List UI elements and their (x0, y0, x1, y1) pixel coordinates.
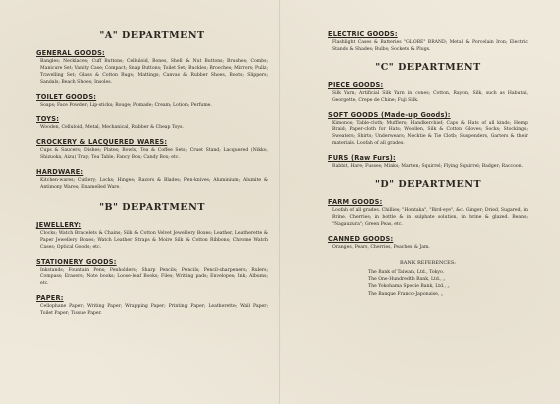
section-heading: HARDWARE: (36, 168, 84, 177)
goods-section (328, 81, 528, 105)
section-heading: PIECE GOODS: (328, 80, 384, 89)
goods-section (36, 294, 268, 318)
goods-section (36, 115, 268, 132)
goods-section (36, 138, 268, 162)
section-body: Cellophane Paper; Writing Paper; Wrapping Paper; Printing Paper; Leatherette; Wall Paper; Toilet Paper; Tissue Paper. (40, 304, 268, 317)
bank-line: The Yokohama Specie Bank, Ltd., „ (368, 284, 450, 290)
goods-section (328, 111, 528, 149)
section-heading: JEWELLERY: (36, 220, 82, 229)
bank-references-title: BANK REFERENCES: (400, 259, 456, 266)
section-heading: ELECTRIC GOODS: (328, 30, 398, 38)
section-body: Wooden, Celluloid, Metal, Mechanical, Rubber & Cheap Toys. (40, 125, 184, 131)
section-body: Kimonos; Table-cloth; Mufflers; Handkerchief; Caps & Hats of all kinds; Hemp Braid; Paper-cloth for Hats; Woollen, Silk & Cotton Gloves; Socks; Stockings; Sweaters; Shirts; Underwears; Necktie & Tie Clotb; Suspenders, Garters & their materials. Loofah of all grades. (332, 120, 528, 147)
section-body: Inkstands; Fountain Pens; Penholders; Sharp Pencils; Pencils; Pencil-sharpeners; Rulers; Compass; Erasers; Note books; Loose-leaf Books; Files; Writing pads; Envelopes; Ink; Albums; etc. (40, 267, 268, 287)
section-body: Silk Yarn; Artificial Silk Yarn in cones; Cotton, Rayon, Silk, such as Habutai, Georgette, Crepe de Chine; Fuji Silk. (332, 90, 528, 103)
section-heading: TOILET GOODS: (36, 92, 97, 101)
goods-section (36, 221, 268, 252)
section-heading: PAPER: (36, 294, 64, 303)
right-column (328, 30, 528, 298)
bank-line: The Bank of Taiwan, Ltd., Tokyo. (368, 269, 445, 275)
section-heading: FARM GOODS: (328, 198, 383, 207)
goods-section (328, 30, 528, 54)
section-body: Flashlight Cases & Batteries "GLOBE" BRAND; Metal & Porcelain Iron; Electric Stands & Shades; Bulbs; Sockets & Plugs. (332, 40, 528, 52)
dept-b-title: "B" DEPARTMENT (99, 201, 205, 213)
dept-c-title: "C" DEPARTMENT (375, 61, 481, 73)
goods-section (36, 49, 268, 87)
section-heading: GENERAL GOODS: (36, 49, 105, 57)
section-body: Cups & Saucers; Dishes; Plates; Bowls, Tea & Coffee Sets; Cruet Stand; Lacquered (Nikko, Shizuoka, Aizu) Tray; Tea Table; Fancy Box; Candy Box; etc. (40, 148, 268, 161)
section-body: Oranges, Pears, Cherries, Peaches & Jam. (332, 244, 430, 250)
left-column (36, 30, 268, 324)
section-body: Clocks; Watch Bracelets & Chains; Silk & Cotton Velvet Jewellery Boxes; Leather, Leatherette & Paper Jewellery Boxes; Watch Leather Straps & Moire Silk & Cotton Ribbons; Chrome Watch Cases; Optical Goods; etc. (40, 230, 268, 250)
bank-line: The One-Hundredth Bank, Ltd., „ (368, 276, 446, 282)
goods-section (328, 235, 528, 252)
section-body: Loofah of all grades. Chillies; "Hontaka", "Bird-eye", &c. Ginger; Dried, Sugared, in Brine. Cherries; in bottle & in sulphate solution, in brine & glazed. Beans; "Nagauzura"; Green Peas, etc. (332, 208, 528, 227)
bank-references (328, 260, 528, 298)
section-heading: CROCKERY & LACQUERED WARES: (36, 138, 168, 147)
page-fold (279, 0, 281, 404)
goods-section (36, 258, 268, 289)
section-body: Rabbit, Hare; Fusses; Minks; Marten; Squirrel; Flying Squirrel; Badger; Raccoon. (332, 164, 524, 170)
section-body: Bangles; Necklaces; Cuff Buttons; Celluloid, Bones, Shell & Nut Buttons; Brushes; Combs; Manicure Set; Vanity Case; Compact; Snap Buttons; Toilet Set; Buckles; Brooches; Mirrors; Pullz; Travelling Set; Glass & Cotton Rugs; Mattings; Canvas & Rubber Shoes, Boots; Slippers; Sandals; Beach Shoes; Insoles. (40, 59, 268, 85)
section-heading: TOYS: (36, 115, 60, 124)
section-heading: STATIONERY GOODS: (36, 257, 117, 266)
section-heading: CANNED GOODS: (328, 234, 394, 243)
goods-section (36, 93, 268, 110)
section-heading: FURS (Raw Furs): (328, 154, 396, 163)
dept-d-title: "D" DEPARTMENT (374, 179, 482, 191)
bank-line: The Banque Franco-Japonaise, „ (368, 291, 444, 297)
section-body: Soaps; Face Powder; Lip-sticks; Rouge; Pomade; Cream; Lotion; Perfume. (40, 102, 212, 108)
goods-section (328, 154, 528, 171)
section-heading: SOFT GOODS (Made-up Goods): (328, 110, 451, 119)
section-body: Kitchen-wares; Cutlery; Locks; Hinges; Razors & Blades; Pen-knives; Aluminium; Alumite & Antimony Wares; Enamelled Ware. (40, 178, 268, 191)
dept-a-title: "A" DEPARTMENT (99, 30, 205, 41)
goods-section (36, 168, 268, 192)
goods-section (328, 198, 528, 229)
